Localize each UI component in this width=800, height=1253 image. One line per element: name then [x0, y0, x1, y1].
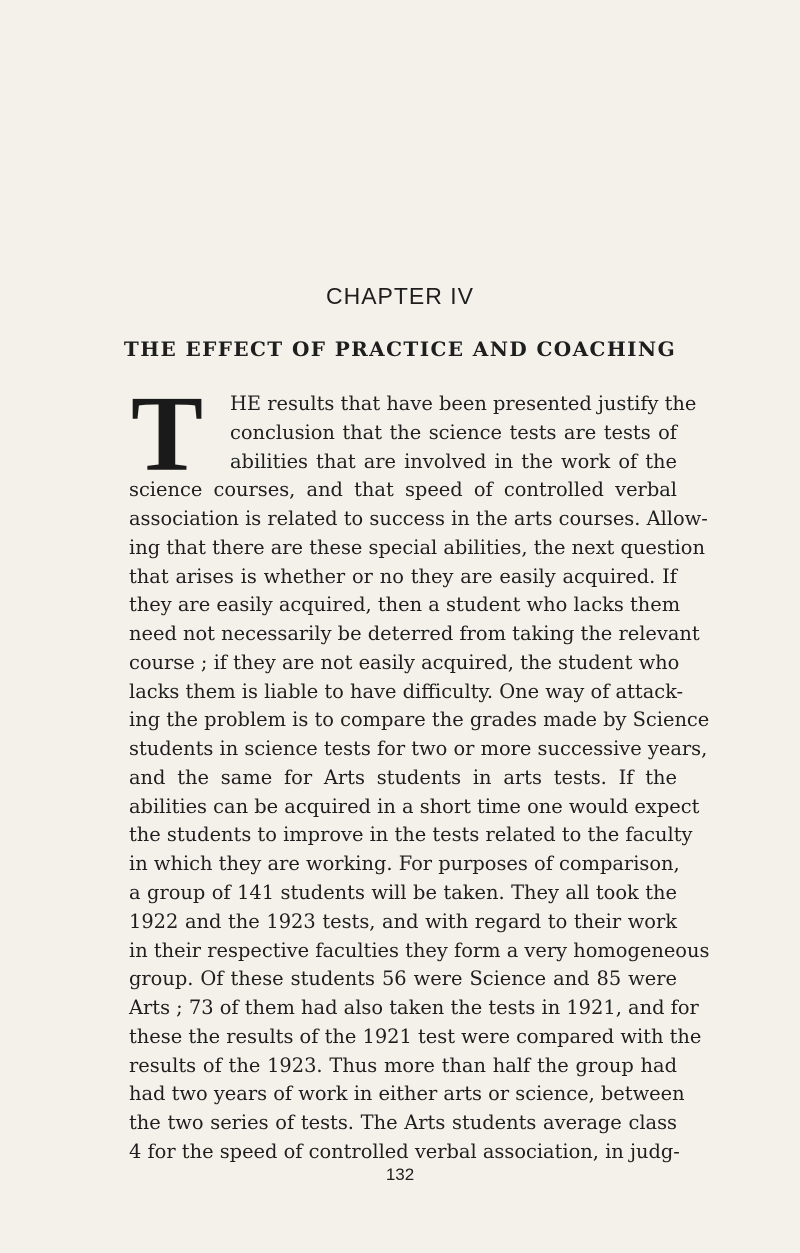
- text-line: lacks them is liable to have difficulty. One way of attack-: [129, 679, 684, 703]
- text-line: Arts ; 73 of them had also taken the tests in 1921, and for: [129, 996, 699, 1020]
- text-line: 1922 and the 1923 tests, and with regard to their work: [129, 909, 677, 933]
- text-line: abilities can be acquired in a short time one would expect: [129, 794, 700, 818]
- text-line: in their respective faculties they form a very homogeneous: [129, 938, 710, 962]
- text-line: conclusion that the science tests are tests of: [230, 420, 677, 444]
- text-line: science courses, and that speed of controlled verbal: [129, 478, 677, 502]
- body-text: [129, 375, 710, 1167]
- text-line: ing that there are these special abilities, the next question: [129, 535, 705, 559]
- text-line: the two series of tests. The Arts students average class: [129, 1111, 677, 1135]
- text-line: HE results that have been presented justify the: [230, 392, 697, 415]
- text-line: results of the 1923. Thus more than half the group had: [129, 1053, 677, 1077]
- chapter-title: THE EFFECT OF PRACTICE AND COACHING: [123, 337, 677, 361]
- text-line: that arises is whether or no they are easily acquired. If: [129, 564, 677, 588]
- text-line: course ; if they are not easily acquired, the student who: [129, 650, 680, 674]
- text-line: need not necessarily be deterred from taking the relevant: [129, 622, 700, 646]
- page-number: 132: [385, 1165, 415, 1184]
- text-line: these the results of the 1921 test were compared with the: [129, 1024, 702, 1048]
- text-line: a group of 141 students will be taken. They all took the: [129, 881, 677, 905]
- text-line: students in science tests for two or more successive years,: [129, 737, 708, 761]
- text-line: 4 for the speed of controlled verbal association, in judg-: [129, 1139, 680, 1163]
- text-line: association is related to success in the arts courses. Allow-: [129, 507, 708, 531]
- text-line: they are easily acquired, then a student who lacks them: [129, 593, 681, 617]
- chapter-label: CHAPTER IV: [325, 283, 475, 309]
- text-line: group. Of these students 56 were Science and 85 were: [129, 967, 677, 991]
- text-line: abilities that are involved in the work of the: [230, 449, 677, 473]
- drop-cap: T: [131, 375, 204, 494]
- text-line: had two years of work in either arts or science, between: [129, 1082, 685, 1106]
- text-line: ing the problem is to compare the grades made by Science: [129, 708, 710, 732]
- text-line: the students to improve in the tests related to the faculty: [129, 823, 693, 847]
- text-line: and the same for Arts students in arts tests. If the: [129, 765, 677, 789]
- text-line: in which they are working. For purposes of comparison,: [129, 852, 680, 876]
